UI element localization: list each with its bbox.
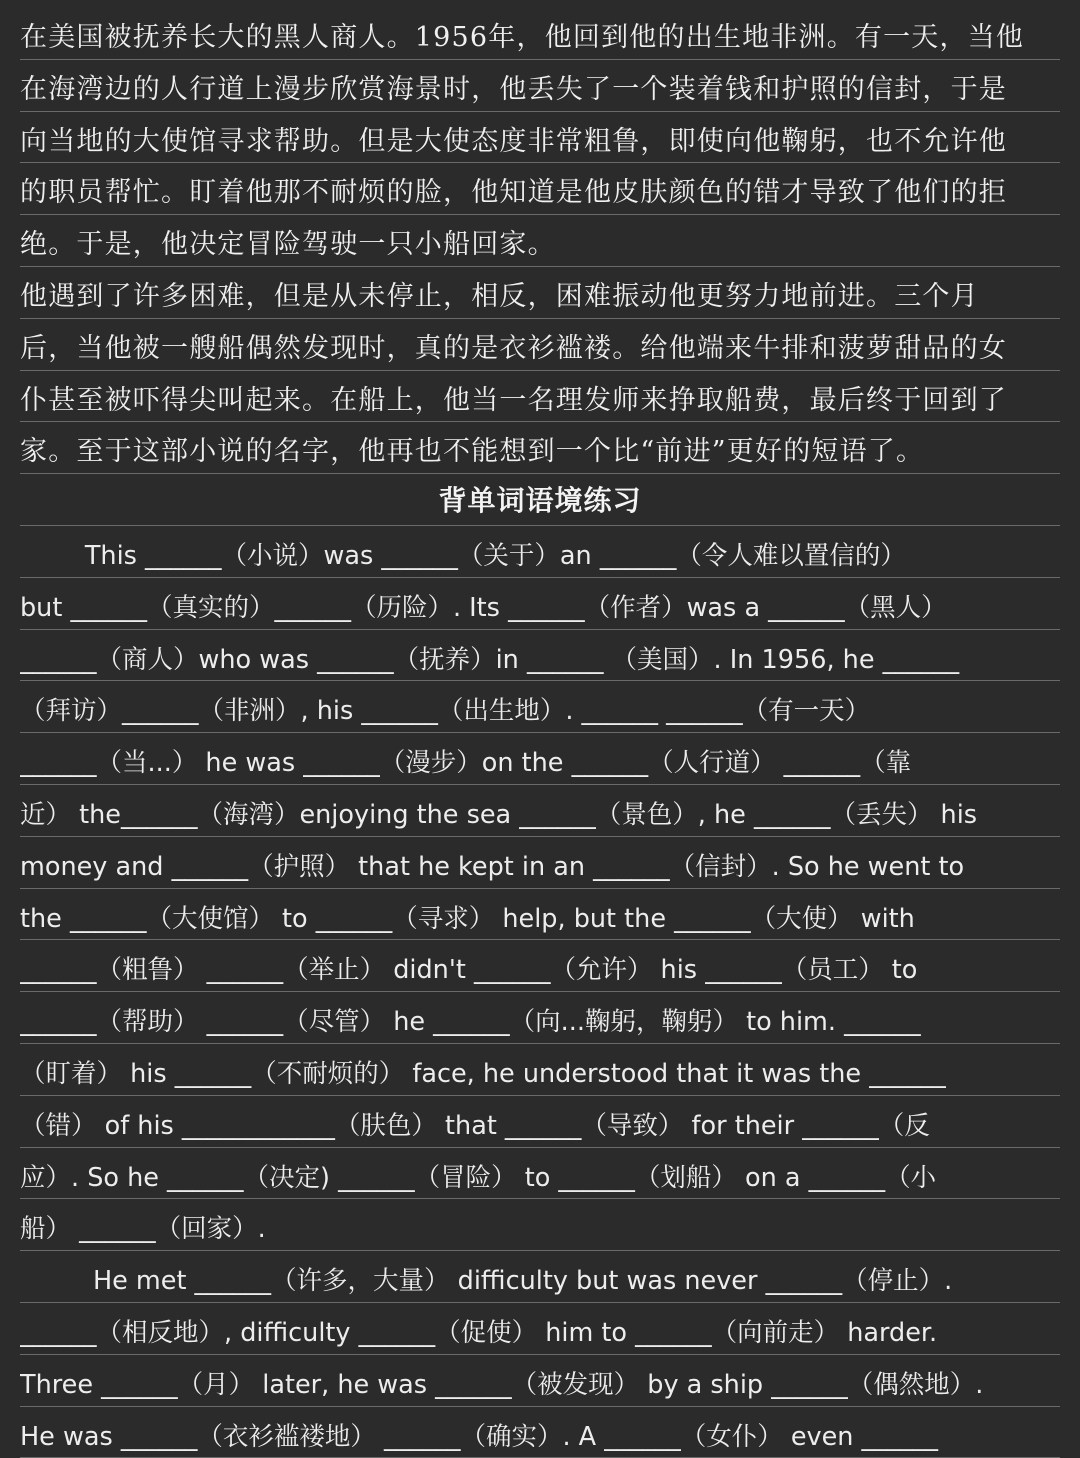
story-line: 仆甚至被吓得尖叫起来。在船上，他当一名理发师来挣取船费，最后终于回到了 bbox=[20, 371, 1060, 423]
exercise-line: but ______（真实的）______（历险）. Its ______（作者）was a ______（黑人） bbox=[20, 578, 1060, 630]
story-line: 的职员帮忙。盯着他那不耐烦的脸，他知道是他皮肤颜色的错才导致了他们的拒 bbox=[20, 163, 1060, 215]
section-title: 背单词语境练习 bbox=[20, 474, 1060, 526]
exercise-line: He was ______（衣衫褴褛地） ______（确实）. A ______（女仆） even ______ bbox=[20, 1407, 1060, 1458]
exercise-line: ______（帮助） ______（尽管） he ______（向...鞠躬，鞠躬） to him. ______ bbox=[20, 992, 1060, 1044]
story-line: 向当地的大使馆寻求帮助。但是大使态度非常粗鲁，即使向他鞠躬，也不允许他 bbox=[20, 112, 1060, 164]
exercise-line: the ______（大使馆） to ______（寻求） help, but the ______（大使） with bbox=[20, 889, 1060, 941]
story-line: 绝。于是，他决定冒险驾驶一只小船回家。 bbox=[20, 215, 1060, 267]
exercise-line: He met ______（许多，大量） difficulty but was never ______（停止）. bbox=[20, 1251, 1060, 1303]
exercise-line: This ______（小说）was ______（关于）an ______（令人难以置信的） bbox=[20, 526, 1060, 578]
exercise-line: ______（当...） he was ______（漫步）on the ______（人行道） ______（靠 bbox=[20, 733, 1060, 785]
exercise-line: 近） the______（海湾）enjoying the sea ______（景色）, he ______（丢失） his bbox=[20, 785, 1060, 837]
story-line: 在美国被抚养长大的黑人商人。1956年，他回到他的出生地非洲。有一天，当他 bbox=[20, 8, 1060, 60]
story-line: 在海湾边的人行道上漫步欣赏海景时，他丢失了一个装着钱和护照的信封，于是 bbox=[20, 60, 1060, 112]
exercise-line: （拜访）______（非洲）, his ______（出生地）. ______ ______（有一天） bbox=[20, 681, 1060, 733]
exercise-line: 应）. So he ______（决定) ______（冒险） to ______（划船） on a ______（小 bbox=[20, 1148, 1060, 1200]
exercise-block bbox=[20, 526, 1060, 1458]
story-line: 家。至于这部小说的名字，他再也不能想到一个比“前进”更好的短语了。 bbox=[20, 422, 1060, 474]
exercise-line: ______（粗鲁） ______（举止） didn't ______（允许） his ______（员工） to bbox=[20, 940, 1060, 992]
story-line: 后，当他被一艘船偶然发现时，真的是衣衫褴褛。给他端来牛排和菠萝甜品的女 bbox=[20, 319, 1060, 371]
story-line: 他遇到了许多困难，但是从未停止，相反，困难振动他更努力地前进。三个月 bbox=[20, 267, 1060, 319]
exercise-line: ______（相反地）, difficulty ______（促使） him to ______（向前走） harder. bbox=[20, 1303, 1060, 1355]
exercise-line: 船） ______（回家）. bbox=[20, 1199, 1060, 1251]
handwritten-story bbox=[20, 8, 1060, 474]
exercise-line: money and ______（护照） that he kept in an ______（信封）. So he went to bbox=[20, 837, 1060, 889]
exercise-line: （错） of his ____________（肤色） that ______（导致） for their ______（反 bbox=[20, 1096, 1060, 1148]
exercise-line: Three ______（月） later, he was ______（被发现） by a ship ______（偶然地）. bbox=[20, 1355, 1060, 1407]
exercise-line: （盯着） his ______（不耐烦的） face, he understood that it was the ______ bbox=[20, 1044, 1060, 1096]
exercise-line: ______（商人）who was ______（抚养）in ______ （美国）. In 1956, he ______ bbox=[20, 630, 1060, 682]
